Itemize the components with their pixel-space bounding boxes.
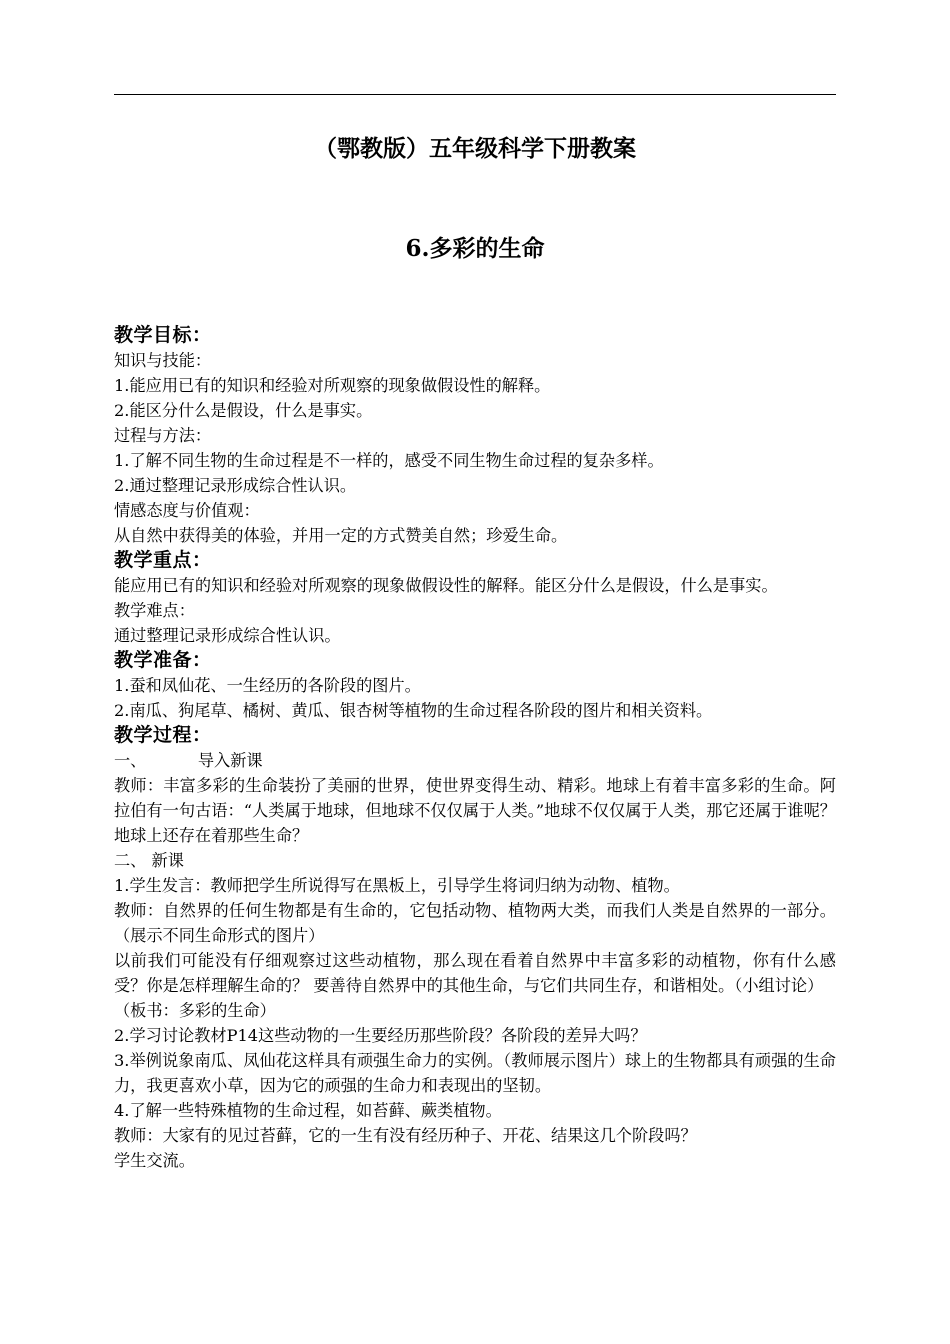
process-paragraph: 4.了解一些特殊植物的生命过程，如苔藓、蕨类植物。 bbox=[114, 1101, 502, 1120]
lesson-title: 6.多彩的生命 bbox=[405, 235, 545, 262]
heading-objectives: 教学目标： bbox=[114, 324, 212, 346]
objective-item: 1.能应用已有的知识和经验对所观察的现象做假设性的解释。 bbox=[114, 376, 551, 395]
process-paragraph: 3.举例说象南瓜、凤仙花这样具有顽强生命力的实例。（教师展示图片）球上的生物都具有顽强的生命力，我更喜欢小草，因为它的顽强的生命力和表现出的坚韧。 bbox=[114, 1051, 836, 1095]
sub-heading-process: 过程与方法： bbox=[114, 426, 212, 445]
objective-item: 1.了解不同生物的生命过程是不一样的，感受不同生物生命过程的复杂多样。 bbox=[114, 451, 664, 470]
key-points-text: 能应用已有的知识和经验对所观察的现象做假设性的解释。能区分什么是假设，什么是事实。 bbox=[114, 576, 778, 595]
heading-preparation: 教学准备： bbox=[114, 649, 212, 671]
document-title: （鄂教版）五年级科学下册教案 bbox=[314, 135, 636, 162]
header-rule bbox=[114, 94, 836, 95]
process-paragraph: 教师：大家有的见过苔藓，它的一生有没有经历种子、开花、结果这几个阶段吗？ bbox=[114, 1126, 697, 1145]
document-body bbox=[114, 323, 836, 1173]
objective-item: 2.通过整理记录形成综合性认识。 bbox=[114, 476, 357, 495]
heading-process: 教学过程： bbox=[114, 724, 212, 746]
sub-heading-knowledge: 知识与技能： bbox=[114, 351, 212, 370]
process-paragraph: 教师：自然界的任何生物都是有生命的，它包括动物、植物两大类，而我们人类是自然界的一部分。（展示不同生命形式的图片） bbox=[114, 901, 836, 945]
objective-item: 从自然中获得美的体验，并用一定的方式赞美自然；珍爱生命。 bbox=[114, 526, 568, 545]
section-new-lesson-heading: 二、 新课 bbox=[114, 851, 184, 870]
process-paragraph: 学生交流。 bbox=[114, 1151, 195, 1170]
process-paragraph: 2.学习讨论教材P14这些动物的一生要经历那些阶段？各阶段的差异大吗？ bbox=[114, 1026, 647, 1045]
process-paragraph: 教师：丰富多彩的生命装扮了美丽的世界，使世界变得生动、精彩。地球上有着丰富多彩的生命。阿拉伯有一句古语：“人类属于地球，但地球不仅仅属于人类。”地球不仅仅属于人类，那它还属于谁呢？地球上还存在着那些生命？ bbox=[114, 776, 836, 845]
difficulty-text: 通过整理记录形成综合性认识。 bbox=[114, 626, 341, 645]
process-paragraph: 以前我们可能没有仔细观察过这些动植物，那么现在看着自然界中丰富多彩的动植物，你有什么感受？你是怎样理解生命的？ 要善待自然界中的其他生命，与它们共同生存，和谐相处。（小组讨论） bbox=[114, 951, 836, 995]
preparation-item: 1.蚕和凤仙花、一生经历的各阶段的图片。 bbox=[114, 676, 421, 695]
section-intro-heading: 一、 导入新课 bbox=[114, 751, 263, 770]
heading-key-points: 教学重点： bbox=[114, 549, 212, 571]
sub-heading-attitude: 情感态度与价值观： bbox=[114, 501, 260, 520]
preparation-item: 2.南瓜、狗尾草、橘树、黄瓜、银杏树等植物的生命过程各阶段的图片和相关资料。 bbox=[114, 701, 713, 720]
process-paragraph: 1.学生发言：教师把学生所说得写在黑板上，引导学生将词归纳为动物、植物。 bbox=[114, 876, 680, 895]
sub-heading-difficulty: 教学难点： bbox=[114, 601, 195, 620]
process-paragraph: （板书：多彩的生命） bbox=[114, 1001, 276, 1020]
objective-item: 2.能区分什么是假设，什么是事实。 bbox=[114, 401, 373, 420]
